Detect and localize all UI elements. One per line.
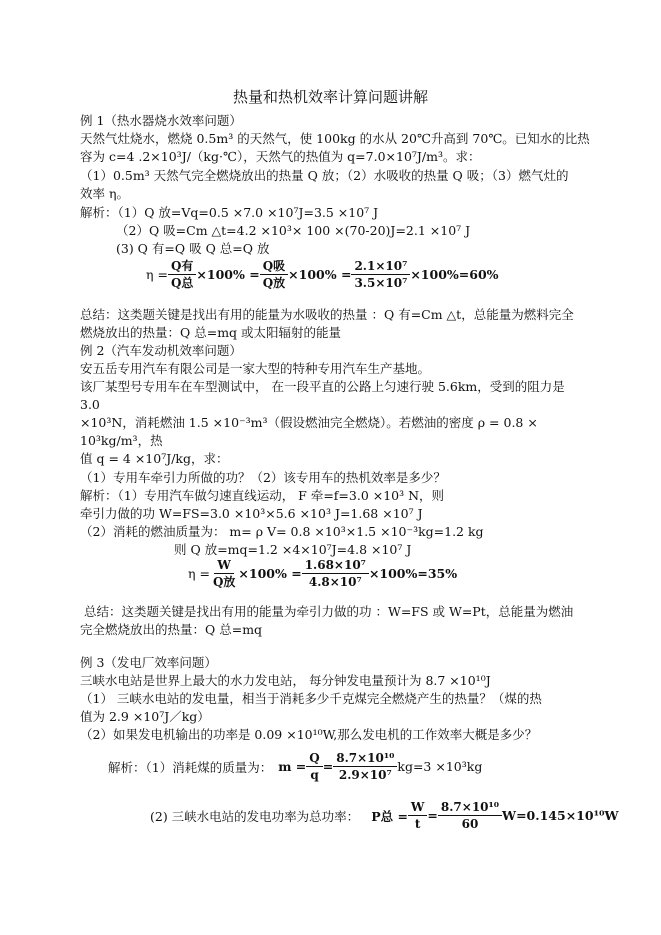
- question-line: （2）如果发电机输出的功率是 0.09 ×10¹⁰W,那么发电机的工作效率大概是多少？: [80, 727, 538, 742]
- question-line: （1） 三峡水电站的发电量，相当于消耗多少千克煤完全燃烧产生的热量？（煤的热: [80, 691, 542, 706]
- efficiency-equation-1: [146, 259, 499, 290]
- eq-result: W=0.145×10¹⁰W: [502, 808, 619, 823]
- question-line: 值为 2.9 ×10⁷J／kg）: [80, 709, 210, 724]
- fraction: $\frac{W}{t}$: [408, 800, 427, 831]
- text-line: 安五岳专用汽车有限公司是一家大型的特种专用汽车生产基地。: [80, 361, 431, 376]
- eq-result: ×100%=60%: [410, 267, 499, 282]
- solution-line: (3) Q 有=Q 吸 Q 总=Q 放: [116, 241, 270, 256]
- example-3-heading: 例 3（发电厂效率问题）: [80, 655, 217, 670]
- eq-result: kg=3 ×10³kg: [397, 759, 483, 774]
- fraction: $\frac{\text{2.1×10⁷}}{\text{3.5×10⁷}}$: [351, 259, 410, 290]
- text-line: 三峡水电站是世界上最大的水力发电站， 每分钟发电量预计为 8.7 ×10¹⁰J: [80, 673, 491, 688]
- text-line: 值 q = 4 ×10⁷J/kg，求：: [80, 451, 229, 466]
- fraction: $\frac{\text{8.7×10¹⁰}}{\text{2.9×10⁷}}$: [333, 751, 397, 782]
- solution-line: 则 Q 放=mq=1.2 ×4×10⁷J=4.8 ×10⁷ J: [174, 542, 412, 557]
- eq-equals: =: [322, 759, 334, 774]
- eq-prefix: 解析：（1）消耗煤的质量为：: [108, 759, 273, 775]
- coal-mass-equation: [108, 751, 482, 782]
- fraction: $\frac{\text{Q吸}}{\text{Q放}}$: [260, 259, 288, 290]
- text-line: ×10³N，消耗燃油 1.5 ×10⁻³m³（假设燃油完全燃烧）。若燃油的密度 ρ = 0.8 ×: [80, 415, 538, 430]
- page-title: 热量和热机效率计算问题讲解: [232, 88, 428, 106]
- text-line: （1）0.5m³ 天然气完全燃烧放出的热量 Q 放；（2）水吸收的热量 Q 吸；（3）燃气灶的: [80, 168, 569, 183]
- solution-line: 解析：（1）Q 放=Vq=0.5 ×7.0 ×10⁷J=3.5 ×10⁷ J: [80, 205, 379, 220]
- text-line: 该厂某型号专用车在车型测试中， 在一段平直的公路上匀速行驶 5.6km，受到的阻力是: [80, 379, 565, 394]
- solution-line: （2）消耗的燃油质量为： m= ρ V= 0.8 ×10³×1.5 ×10⁻³kg=1.2 kg: [80, 524, 484, 539]
- text-line: 容为 c=4 .2×10³J/（kg·℃），天然气的热值为 q=7.0×10⁷J/m³。求：: [80, 149, 481, 164]
- fraction: $\frac{W}{\text{Q放}}$: [212, 558, 236, 589]
- eq-lhs: m =: [278, 759, 307, 774]
- solution-line: 牵引力做的功 W=FS=3.0 ×10³×5.6 ×10³ J=1.68 ×10⁷ J: [80, 506, 423, 521]
- eq-lhs: η =: [188, 566, 210, 581]
- summary-line: 完全燃烧放出的热量：Q 总=mq: [80, 622, 263, 637]
- fraction: $\frac{\text{Q有}}{\text{Q总}}$: [168, 259, 196, 290]
- eq-equals: =: [427, 808, 438, 823]
- text-line: 效率 η。: [80, 186, 129, 201]
- eq-mult: ×100% =: [196, 267, 260, 282]
- fraction: $\frac{\text{1.68×10⁷}}{\text{4.8×10⁷}}$: [302, 558, 369, 589]
- power-equation: [150, 800, 619, 831]
- fraction: $\frac{\text{8.7×10¹⁰}}{60}$: [438, 800, 502, 831]
- question-line: （1）专用车牵引力所做的功？（2）该专用车的热机效率是多少？: [80, 470, 446, 485]
- summary-line: 总结：这类题关键是找出有用的能量为水吸收的热量 ：Q 有=Cm △t，总能量为燃料完全: [80, 307, 574, 322]
- summary-line: 总结：这类题关键是找出有用的能量为牵引力做的功 ：W=FS 或 W=Pt，总能量为燃油: [84, 604, 574, 619]
- text-line: 3.0: [80, 397, 100, 412]
- eq-lhs: η =: [146, 267, 168, 282]
- solution-line: 解析：（1）专用汽车做匀速直线运动， F 牵=f=3.0 ×10³ N，则: [80, 488, 445, 503]
- efficiency-equation-2: [188, 558, 457, 589]
- solution-line: （2）Q 吸=Cm △t=4.2 ×10³× 100 ×(70-20)J=2.1 ×10⁷ J: [116, 223, 471, 238]
- example-1-heading: 例 1（热水器烧水效率问题）: [80, 113, 242, 128]
- eq-result: ×100%=35%: [368, 566, 458, 581]
- example-2-heading: 例 2（汽车发动机效率问题）: [80, 343, 242, 358]
- text-line: 10³kg/m³，热: [80, 433, 163, 448]
- eq-mult: ×100% =: [238, 566, 302, 581]
- fraction: $\frac{Q}{q}$: [306, 751, 322, 782]
- summary-line: 燃烧放出的热量：Q 总=mq 或太阳辐射的能量: [80, 325, 342, 340]
- eq-prefix: (2) 三峡水电站的发电功率为总功率：: [150, 808, 360, 824]
- eq-lhs: P总 =: [371, 808, 408, 824]
- text-line: 天然气灶烧水，燃烧 0.5m³ 的天然气，使 100kg 的水从 20℃升高到 70℃。已知水的比热: [80, 131, 590, 146]
- eq-mult: ×100% =: [288, 267, 352, 282]
